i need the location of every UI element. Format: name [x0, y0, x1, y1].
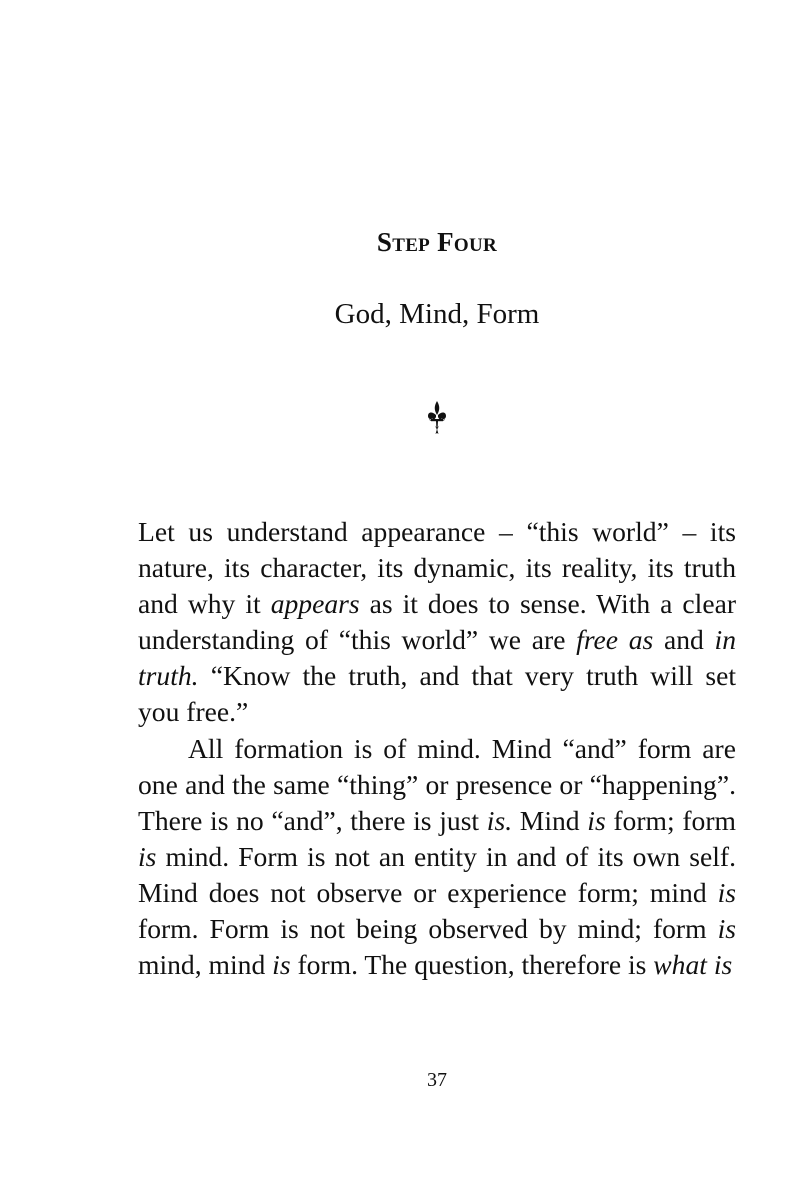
- text-run: form. Form is not being observed by mind; form: [138, 913, 718, 945]
- text-run: and: [653, 624, 715, 656]
- italic-run: is.: [486, 804, 513, 836]
- text-run: Let us understand appearance – “this world” – its nature, its character, its dynamic, its reality, its truth and why it: [138, 516, 736, 620]
- italic-run: in truth.: [138, 624, 737, 692]
- italic-run: is: [138, 840, 157, 872]
- italic-run: is: [717, 876, 736, 908]
- italic-run: is: [717, 913, 736, 945]
- italic-run: is: [272, 949, 291, 981]
- text-run: form. The question, therefore is: [290, 949, 654, 981]
- text-run: mind, mind: [138, 949, 273, 981]
- italic-run: is: [587, 804, 606, 836]
- italic-run: free as: [576, 624, 654, 656]
- page-number: 37: [427, 1069, 447, 1091]
- chapter-title: God, Mind, Form: [334, 298, 540, 330]
- italic-run: what is: [653, 949, 733, 981]
- fleur-de-lis-icon: [426, 400, 448, 436]
- italic-run: appears: [270, 588, 360, 620]
- text-run: Mind: [512, 804, 588, 836]
- paragraph-1: [138, 514, 736, 731]
- text-run: All formation is of mind. Mind “and” form are one and the same “thing” or presence or “happening”. There is no “and”, there is just: [138, 732, 736, 836]
- text-run: “Know the truth, and that very truth will set you free.”: [138, 660, 736, 728]
- body-text: [138, 514, 736, 983]
- text-run: mind. Form is not an entity in and of its own self. Mind does not observe or experience form; mind: [138, 840, 736, 908]
- text-run: form; form: [605, 804, 737, 836]
- paragraph-2: [138, 731, 736, 984]
- text-run: as it does to sense. With a clear understanding of “this world” we are: [138, 588, 737, 656]
- chapter-label: Step Four: [376, 227, 498, 257]
